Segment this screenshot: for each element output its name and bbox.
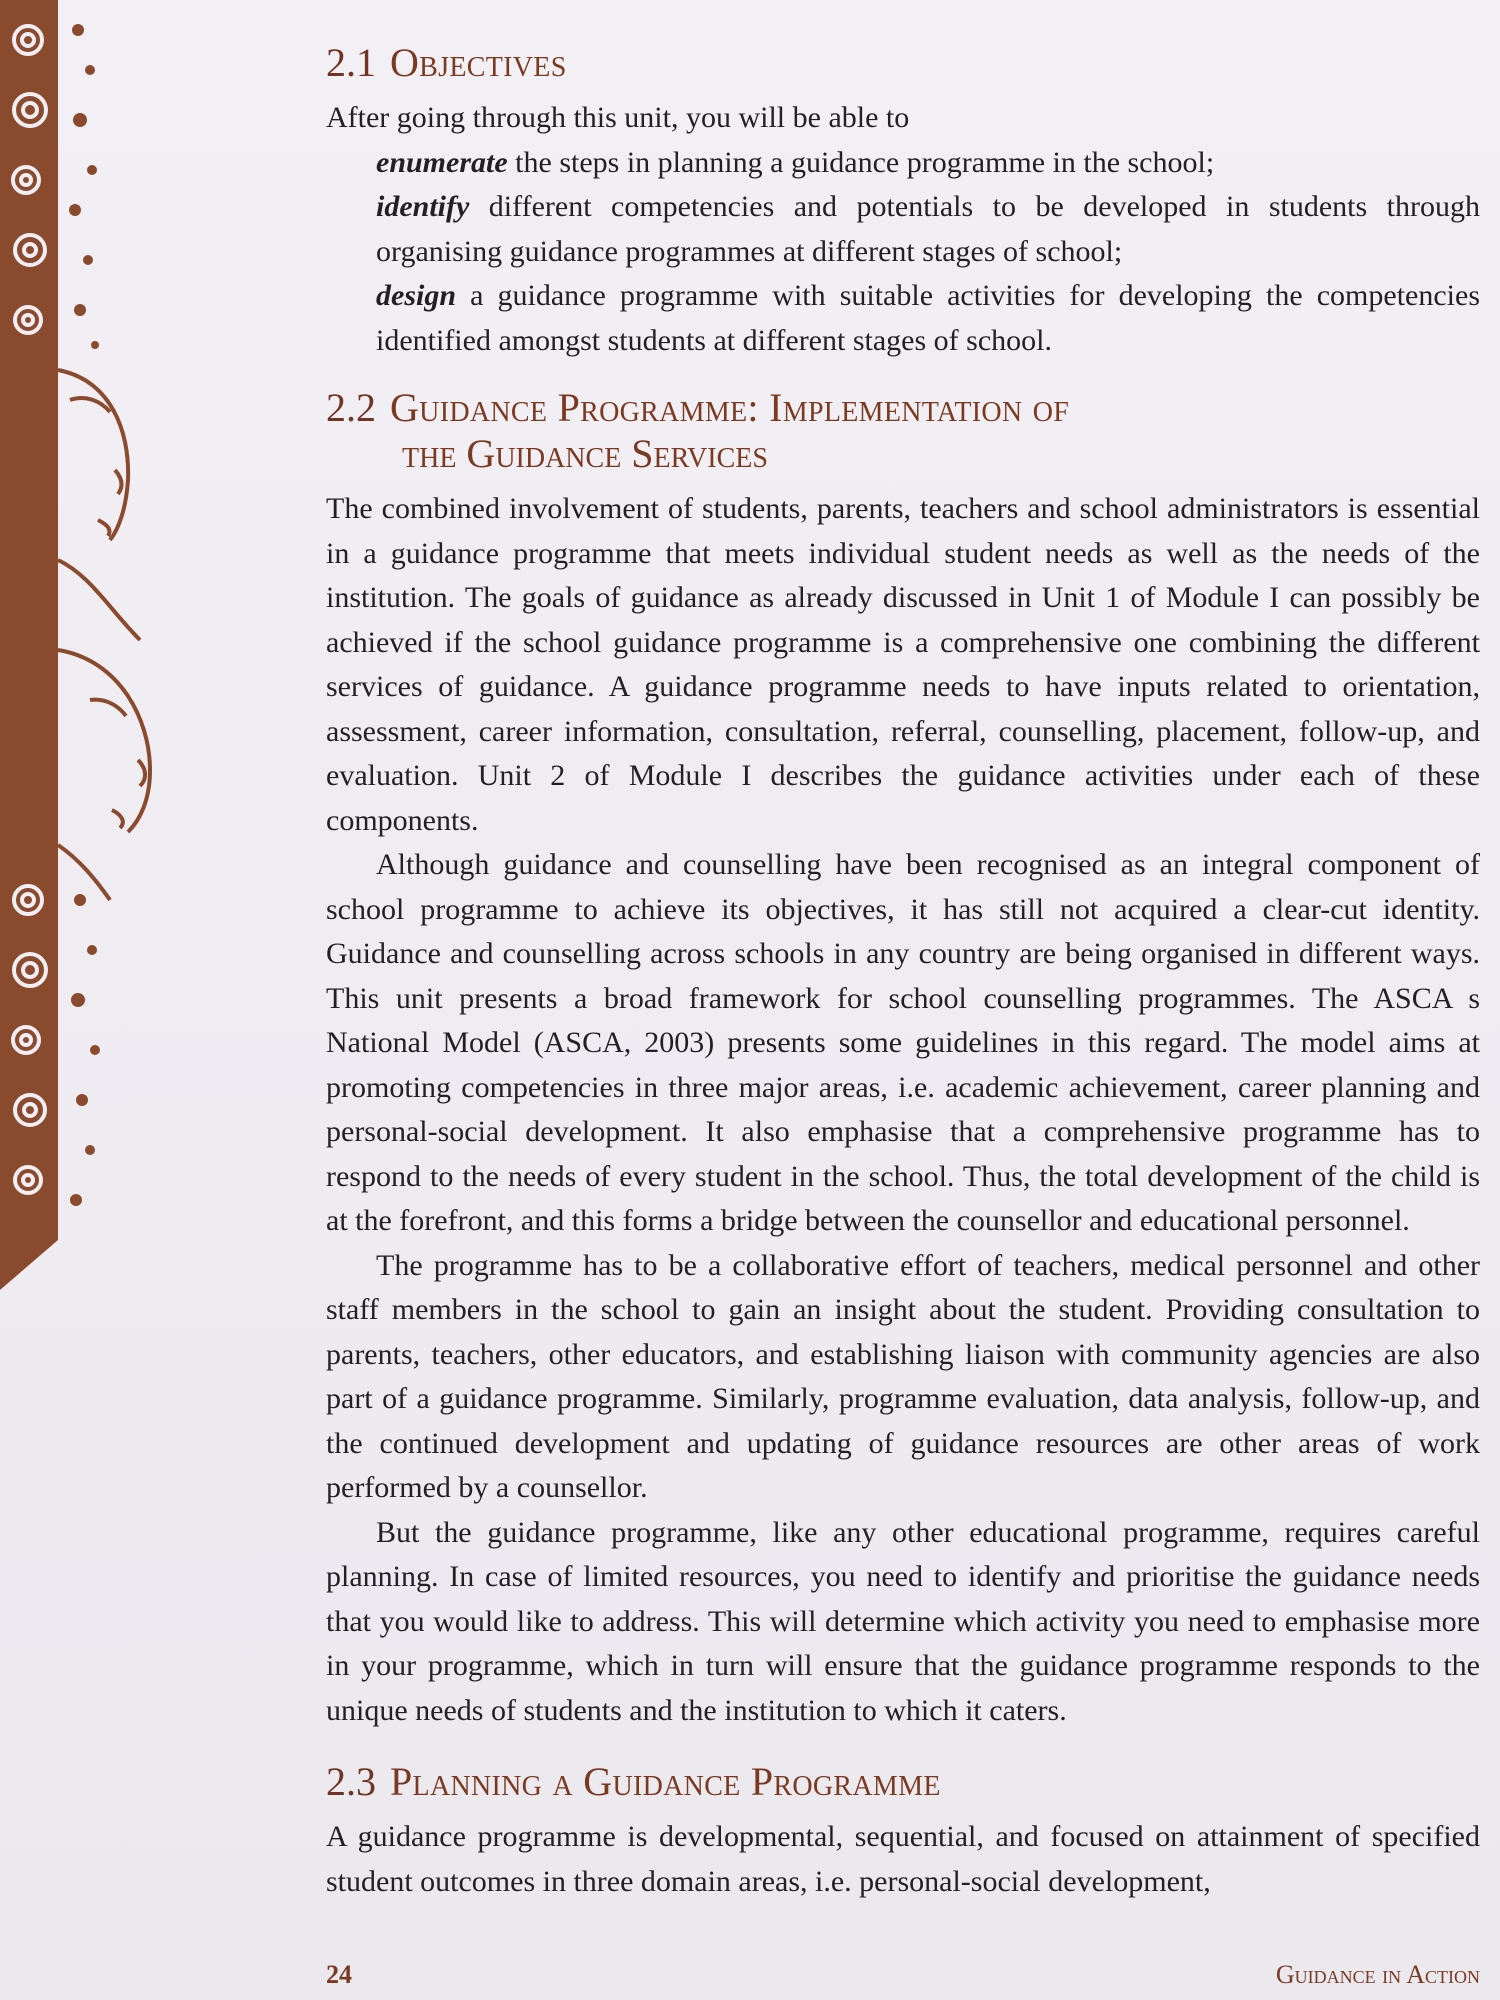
section-heading-2-1 — [326, 40, 1480, 86]
page-number: 24 — [326, 1960, 352, 1989]
objective-keyword: enumerate — [376, 145, 508, 179]
decorative-side-illustration — [0, 0, 170, 1290]
paragraph: But the guidance programme, like any other educational programme, requires careful planning. In case of limited resources, you need to identify and prioritise the guidance needs that you would like to address. This will determine which activity you need to emphasise more in your programme, which in turn will ensure that the guidance programme responds to the unique needs of students and the institution to which it caters. — [326, 1515, 1480, 1727]
section-title: Objectives — [390, 40, 567, 85]
objective-text: the steps in planning a guidance programme in the school; — [507, 145, 1215, 179]
dots-top — [69, 24, 99, 349]
paragraph: The programme has to be a collaborative effort of teachers, medical personnel and other staff members in the school to gain an insight about the student. Providing consultation to parents, teachers, other educators, and establishing liaison with community agencies are also part of a guidance programme. Similarly, programme evaluation, data analysis, follow-up, and the continued development and updating of guidance resources are other areas of work performed by a counsellor. — [326, 1248, 1480, 1504]
section-title-line-2: the Guidance Services — [402, 431, 768, 476]
objective-keyword: identify — [376, 190, 470, 223]
page-footer — [326, 1960, 1480, 1990]
objective-keyword: design — [376, 279, 457, 312]
section-number: 2.2 — [326, 385, 376, 430]
section-title-line-1: Guidance Programme: Implementation of — [390, 385, 1070, 430]
objective-item — [376, 185, 1480, 274]
objectives-list — [326, 141, 1480, 364]
section-heading-2-3 — [326, 1759, 1480, 1805]
main-content — [326, 36, 1480, 1904]
section-number: 2.3 — [326, 1759, 376, 1804]
book-title: Guidance in Action — [1275, 1960, 1480, 1989]
section-number: 2.1 — [326, 40, 376, 85]
paragraph: Although guidance and counselling have been recognised as an integral component of school programme to achieve its objectives, it has still not acquired a clear-cut identity. Guidance and counselling across schools in any country are being organised in different ways. This unit presents a broad framework for school counselling programmes. The ASCA s National Model (ASCA, 2003) presents some guidelines in this regard. The model aims at promoting competencies in three major areas, i.e. academic achievement, career planning and personal-social development. It also emphasise that a comprehensive programme has to respond to the needs of every student in the school. Thus, the total development of the child is at the forefront, and this forms a bridge between the counsellor and educational personnel. — [326, 848, 1480, 1237]
paragraph: The combined involvement of students, parents, teachers and school administrators is essential in a guidance programme that meets individual student needs as well as the needs of the institution. The goals of guidance as already discussed in Unit 1 of Module I can possibly be achieved if the school guidance programme is a comprehensive one combining the different services of guidance. A guidance programme needs to have inputs related to orientation, assessment, career information, consultation, referral, counselling, placement, follow-up, and evaluation. Unit 2 of Module I describes the guidance activities under each of these components. — [326, 492, 1480, 837]
section-title: Planning a Guidance Programme — [390, 1759, 941, 1804]
dots-bottom — [70, 894, 100, 1206]
objective-item — [376, 141, 1480, 186]
objective-item — [376, 274, 1480, 363]
objective-text: a guidance programme with suitable activities for developing the competencies identified amongst students at different stages of school. — [376, 279, 1480, 357]
section-heading-2-2 — [326, 385, 1480, 477]
child-face-icon-2 — [58, 650, 150, 900]
child-face-icon — [58, 370, 140, 640]
paragraph: A guidance programme is developmental, sequential, and focused on attainment of specified student outcomes in three domain areas, i.e. personal-social development, — [326, 1820, 1480, 1898]
objectives-intro: After going through this unit, you will be able to — [326, 101, 910, 134]
objective-text: different competencies and potentials to be developed in students through organising guidance programmes at different stages of school; — [376, 190, 1480, 268]
